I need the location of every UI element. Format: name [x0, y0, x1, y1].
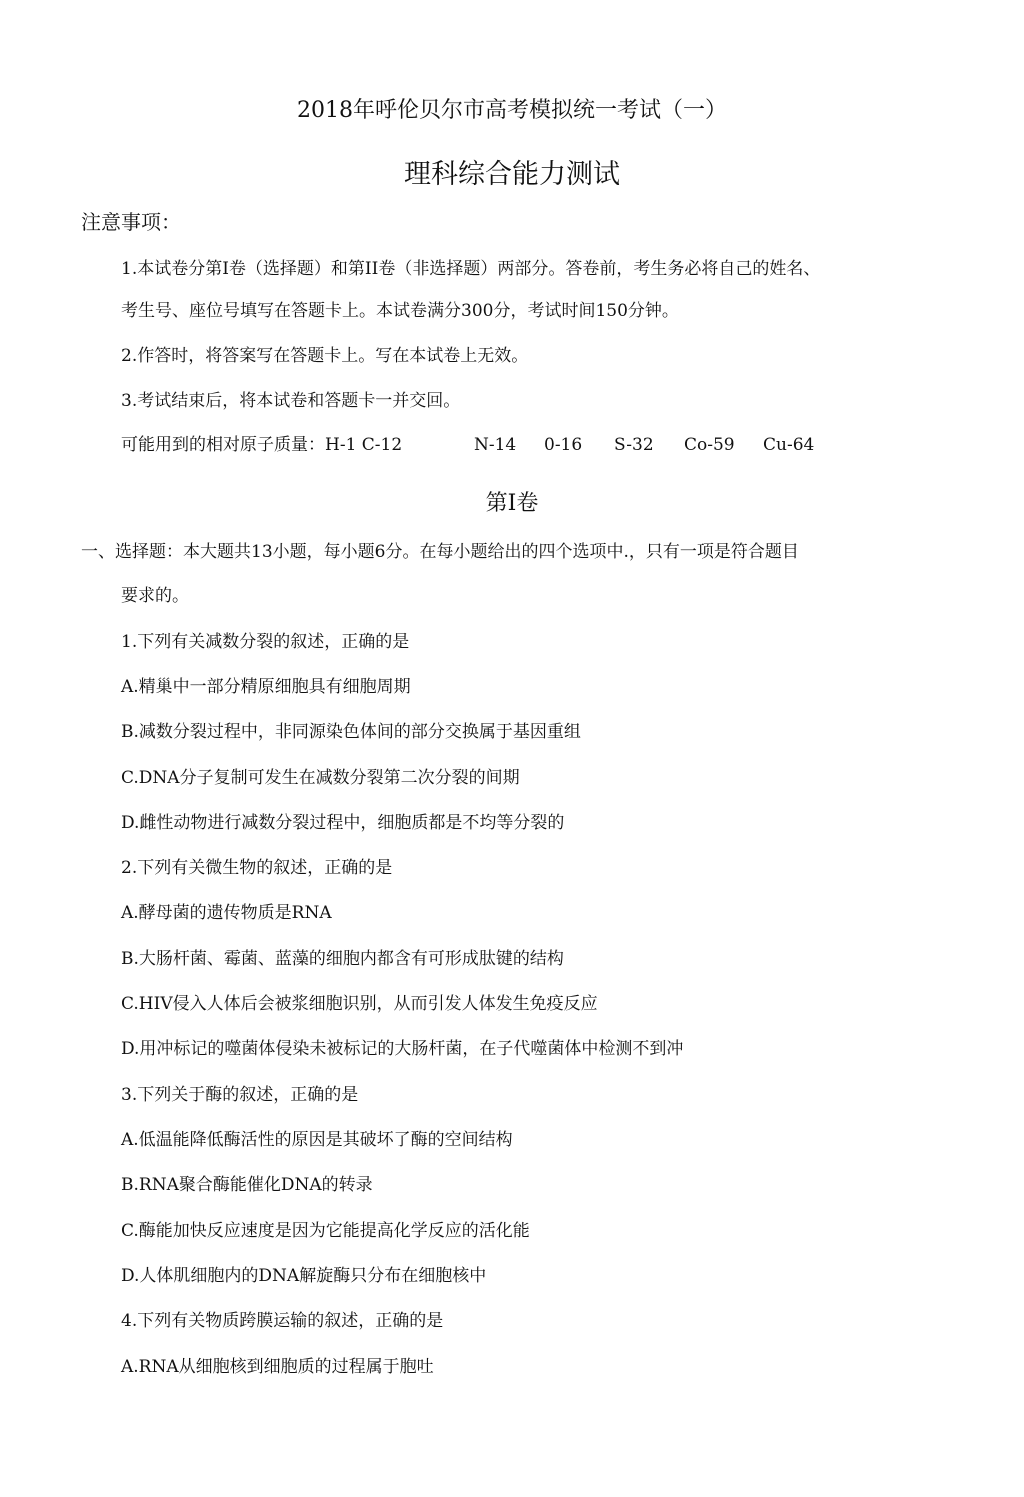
question-option: C.HIV侵入人体后会被浆细胞识别，从而引发人体发生免疫反应	[121, 994, 598, 1014]
atomic-mass-s: S-32	[614, 435, 654, 455]
question-option: A.低温能降低酶活性的原因是其破坏了酶的空间结构	[121, 1130, 513, 1150]
section-title: 第I卷	[485, 491, 539, 516]
question-option: B.RNA聚合酶能催化DNA的转录	[121, 1175, 373, 1195]
question-option: A.精巢中一部分精原细胞具有细胞周期	[121, 677, 411, 697]
question-option: B.减数分裂过程中，非同源染色体间的部分交换属于基因重组	[121, 722, 581, 742]
section-instructions-line-1: 一、选择题：本大题共13小题，每小题6分。在每小题给出的四个选项中.，只有一项是符合题目	[81, 542, 799, 562]
question-option: D.人体肌细胞内的DNA解旋酶只分布在细胞核中	[121, 1266, 487, 1286]
question-option: C.DNA分子复制可发生在减数分裂第二次分裂的间期	[121, 768, 520, 788]
subject-title: 理科综合能力测试	[404, 159, 620, 190]
atomic-mass-cu: Cu-64	[763, 435, 815, 455]
question-option: B.大肠杆菌、霉菌、蓝藻的细胞内都含有可形成肽键的结构	[121, 949, 564, 969]
exam-title: 2018年呼伦贝尔市高考模拟统一考试（一）	[297, 98, 727, 123]
question-option: A.RNA从细胞核到细胞质的过程属于胞吐	[121, 1357, 434, 1377]
notice-item-1-line-1: 1.本试卷分第I卷（选择题）和第II卷（非选择题）两部分。答卷前，考生务必将自己的姓名、	[121, 259, 821, 279]
atomic-mass-n: N-14	[474, 435, 517, 455]
question-option: D.用冲标记的噬菌体侵染未被标记的大肠杆菌，在子代噬菌体中检测不到冲	[121, 1039, 684, 1059]
atomic-mass-label: 可能用到的相对原子质量：H-1 C-12	[121, 435, 403, 455]
atomic-mass-line	[121, 434, 814, 456]
section-instructions-line-2: 要求的。	[121, 586, 189, 606]
question-stem: 2.下列有关微生物的叙述，正确的是	[121, 858, 393, 878]
atomic-mass-co: Co-59	[684, 435, 735, 455]
question-option: C.酶能加快反应速度是因为它能提高化学反应的活化能	[121, 1221, 530, 1241]
atomic-mass-o: 0-16	[544, 435, 583, 455]
notice-item-2: 2.作答时，将答案写在答题卡上。写在本试卷上无效。	[121, 346, 529, 366]
notice-heading: 注意事项：	[81, 210, 181, 234]
notice-item-1-line-2: 考生号、座位号填写在答题卡上。本试卷满分300分，考试时间150分钟。	[121, 301, 679, 321]
question-stem: 3.下列关于酶的叙述，正确的是	[121, 1085, 359, 1105]
question-option: D.雌性动物进行减数分裂过程中，细胞质都是不均等分裂的	[121, 813, 565, 833]
question-option: A.酵母菌的遗传物质是RNA	[121, 903, 332, 923]
notice-item-3: 3.考试结束后，将本试卷和答题卡一并交回。	[121, 391, 461, 411]
question-stem: 4.下列有关物质跨膜运输的叙述，正确的是	[121, 1311, 444, 1331]
question-stem: 1.下列有关减数分裂的叙述，正确的是	[121, 632, 410, 652]
